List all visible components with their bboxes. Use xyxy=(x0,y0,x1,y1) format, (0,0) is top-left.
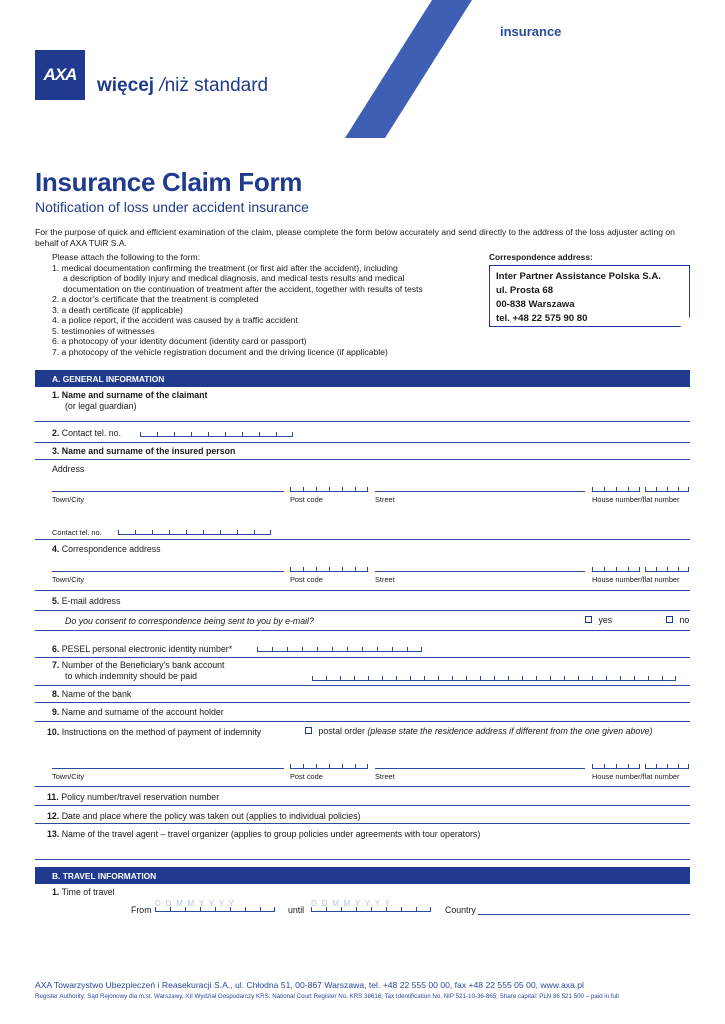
postal-order-option[interactable]: postal order (please state the residence address if different from the one given above) xyxy=(305,726,652,737)
house-label: House number/flat number xyxy=(592,495,680,504)
field-13-label: 13. Name of the travel agent – travel organizer (applies to group policies under agreements with tour operators) xyxy=(47,829,481,839)
until-date-input[interactable]: D D M M Y Y Y Y xyxy=(311,899,392,908)
policy-date-input[interactable] xyxy=(35,823,690,824)
country-label: Country xyxy=(445,905,476,915)
consent-yes[interactable]: yes xyxy=(585,615,612,626)
street-label: Street xyxy=(375,772,395,781)
list-item: 4. a police report, if the accident was caused by a traffic accident xyxy=(52,315,298,325)
address-label: Address xyxy=(52,464,85,474)
list-item: a description of bodily injury and medical diagnosis, and medical tests results and medical xyxy=(63,273,405,283)
divider xyxy=(35,657,690,658)
footer-company: AXA Towarzystwo Ubezpieczeń i Reasekuracji S.A., ul. Chłodna 51, 00-867 Warszawa, tel. +48 22 555 00 00, fax +48 22 555 05 00, www.axa.pl xyxy=(35,980,584,990)
list-item: 7. a photocopy of the vehicle registration document and the driving licence (if applicable) xyxy=(52,346,388,357)
list-item: 3. a death certificate (if applicable) xyxy=(52,304,183,315)
diagonal-stripe-graphic xyxy=(0,0,725,140)
flat-number-boxes[interactable] xyxy=(645,567,689,572)
country-input[interactable] xyxy=(478,914,690,915)
field-10-label: 10. Instructions on the method of payment of indemnity xyxy=(47,727,262,737)
correspondence-line: ul. Prosta 68 xyxy=(496,285,554,296)
field-8-label: 8. Name of the bank xyxy=(52,689,132,699)
house-number-boxes[interactable] xyxy=(592,567,640,572)
correspondence-line: 00-838 Warszawa xyxy=(496,299,575,310)
flat-number-boxes[interactable] xyxy=(645,487,689,492)
slogan-rest: niż standard xyxy=(164,75,269,96)
pesel-boxes[interactable] xyxy=(257,647,422,652)
town-input[interactable] xyxy=(52,491,284,492)
intro-text: For the purpose of quick and efficient examination of the claim, please complete the form below accurately and send directly to the address of the loss adjuster acting on behalf of AXA TUiR S.A. xyxy=(35,227,675,248)
attachments-heading: Please attach the following to the form: xyxy=(52,252,201,262)
axa-logo-text: AXA xyxy=(43,65,77,84)
until-label: until xyxy=(288,905,305,915)
divider xyxy=(35,685,690,686)
from-label: From xyxy=(131,905,152,915)
town-input[interactable] xyxy=(52,768,284,769)
correspondence-label: Correspondence address: xyxy=(489,252,593,262)
correspondence-line: tel. +48 22 575 90 80 xyxy=(496,313,588,324)
field-12-label: 12. Date and place where the policy was taken out (applies to individual policies) xyxy=(47,811,361,821)
contact-tel-boxes[interactable] xyxy=(118,530,271,535)
section-a-header: A. GENERAL INFORMATION xyxy=(35,370,690,387)
list-item: 6. a photocopy of your identity document (identity card or passport) xyxy=(52,336,307,346)
section-tag: insurance xyxy=(500,24,562,39)
email-consent-question: Do you consent to correspondence being sent to you by e-mail? xyxy=(65,616,314,626)
account-holder-input[interactable] xyxy=(35,721,690,722)
list-item: 1. medical documentation confirming the treatment (or first aid after the accident), including xyxy=(52,262,398,273)
divider xyxy=(35,459,690,460)
street-input[interactable] xyxy=(375,491,585,492)
house-number-boxes[interactable] xyxy=(592,764,640,769)
policy-number-input[interactable] xyxy=(35,805,690,806)
slogan xyxy=(97,75,268,97)
checkbox-icon[interactable] xyxy=(666,616,673,623)
divider xyxy=(35,442,690,443)
town-label: Town/City xyxy=(52,495,85,504)
field-1-label: 1. Name and surname of the claimant (or legal guardian) xyxy=(52,390,208,411)
from-date-boxes[interactable] xyxy=(155,907,275,912)
field-11-label: 11. Policy number/travel reservation number xyxy=(47,792,220,802)
list-item: 2. a doctor’s certificate that the treatment is completed xyxy=(52,294,259,304)
street-label: Street xyxy=(375,495,395,504)
postcode-label: Post code xyxy=(290,495,323,504)
divider xyxy=(35,590,690,591)
street-input[interactable] xyxy=(375,768,585,769)
from-date-input[interactable]: D D M M Y Y Y Y xyxy=(155,899,236,908)
list-item: documentation on the continuation of treatment after the accident, together with results of tests xyxy=(63,283,423,294)
field-5-label: 5. E-mail address xyxy=(52,596,121,606)
correspondence-line: Inter Partner Assistance Polska S.A. xyxy=(496,271,661,282)
divider xyxy=(35,539,690,540)
field-1-input[interactable] xyxy=(35,421,690,422)
divider xyxy=(35,630,690,631)
travel-agent-input[interactable] xyxy=(35,859,690,860)
slash-icon: / xyxy=(159,75,165,96)
field-9-label: 9. Name and surname of the account holder xyxy=(52,707,224,717)
postcode-boxes[interactable] xyxy=(290,487,368,492)
page-title: Insurance Claim Form xyxy=(35,167,303,197)
field-3-label: 3. Name and surname of the insured person xyxy=(52,446,236,456)
until-date-boxes[interactable] xyxy=(311,907,431,912)
travel-time-label: 1. Time of travel xyxy=(52,887,115,897)
postcode-label: Post code xyxy=(290,772,323,781)
divider xyxy=(35,786,690,787)
street-label: Street xyxy=(375,575,395,584)
contact-tel-boxes[interactable] xyxy=(140,432,293,437)
postcode-label: Post code xyxy=(290,575,323,584)
field-6-label: 6. PESEL personal electronic identity number* xyxy=(52,644,233,654)
consent-no[interactable]: no xyxy=(666,615,689,626)
bank-account-boxes[interactable] xyxy=(312,676,676,681)
divider xyxy=(35,610,690,611)
page-subtitle: Notification of loss under accident insurance xyxy=(35,199,309,215)
list-item: 5. testimonies of witnesses xyxy=(52,325,155,336)
checkbox-icon[interactable] xyxy=(585,616,592,623)
bank-name-input[interactable] xyxy=(35,702,690,703)
checkbox-icon[interactable] xyxy=(305,727,312,734)
town-label: Town/City xyxy=(52,772,85,781)
attachments-list xyxy=(52,252,482,357)
house-label: House number/flat number xyxy=(592,772,680,781)
town-label: Town/City xyxy=(52,575,85,584)
correspondence-box xyxy=(489,265,690,327)
footer-register: Register Authority: Sąd Rejonowy dla m.st. Warszawy, XII Wydział Gospodarczy KRS; National Court Register No. KRS 38616; Tax Identification No. NIP 521-10-36-865; Share capital: PLN 86 521 500 – paid in full xyxy=(35,993,619,1000)
house-label: House number/flat number xyxy=(592,575,680,584)
street-input[interactable] xyxy=(375,571,585,572)
field-4-label: 4. Correspondence address xyxy=(52,544,161,554)
postcode-boxes[interactable] xyxy=(290,764,368,769)
axa-logo xyxy=(35,50,85,100)
house-number-boxes[interactable] xyxy=(592,487,640,492)
contact-tel-label: Contact tel. no. xyxy=(52,528,102,537)
postcode-boxes[interactable] xyxy=(290,567,368,572)
section-b-header: B. TRAVEL INFORMATION xyxy=(35,867,690,884)
town-input[interactable] xyxy=(52,571,284,572)
field-7-label: 7. Number of the Beneficiary’s bank account to which indemnity should be paid xyxy=(52,660,225,681)
slogan-bold: więcej xyxy=(97,75,155,96)
flat-number-boxes[interactable] xyxy=(645,764,689,769)
field-2-label: 2. Contact tel. no. xyxy=(52,428,121,438)
